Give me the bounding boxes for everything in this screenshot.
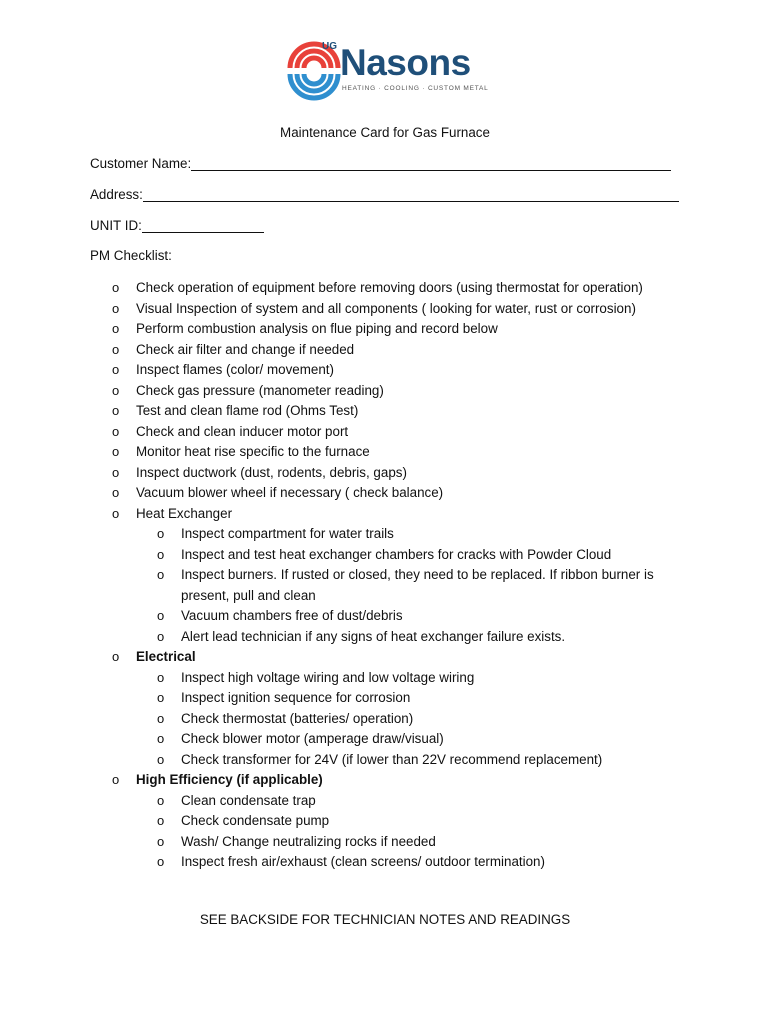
high-efficiency-list — [136, 791, 681, 873]
bullet-icon: o — [157, 833, 165, 849]
list-item: o Vacuum chambers free of dust/debris — [136, 606, 681, 627]
list-item: o Inspect burners. If rusted or closed, they need to be replaced. If ribbon burner is present, pull and clean — [157, 567, 654, 603]
list-item: o Alert lead technician if any signs of heat exchanger failure exists. — [136, 627, 681, 648]
unit-id-field[interactable] — [90, 218, 264, 233]
bullet-icon: o — [112, 280, 120, 295]
bullet-icon: o — [112, 485, 120, 500]
list-item: o Check gas pressure (manometer reading) — [0, 381, 681, 402]
list-item: o Check blower motor (amperage draw/visual) — [136, 729, 681, 750]
bullet-icon: o — [112, 341, 120, 357]
bullet-icon: o — [112, 321, 120, 336]
list-item: o Inspect flames (color/ movement) — [0, 360, 681, 381]
list-item: o Perform combustion analysis on flue piping and record below — [0, 319, 681, 340]
bullet-icon: o — [112, 505, 120, 521]
company-logo — [282, 38, 492, 104]
bullet-icon: o — [112, 403, 120, 418]
bullet-icon: o — [157, 628, 165, 644]
bullet-icon: o — [157, 567, 165, 582]
logo-badge: UG — [322, 41, 337, 52]
customer-name-label: Customer Name: — [90, 156, 192, 171]
list-item: o Inspect compartment for water trails — [136, 524, 681, 545]
list-item: o Inspect and test heat exchanger chambers for cracks with Powder Cloud — [136, 545, 681, 566]
list-item: o Wash/ Change neutralizing rocks if needed — [136, 832, 681, 853]
list-item: o Inspect high voltage wiring and low voltage wiring — [136, 668, 681, 689]
customer-name-field[interactable] — [90, 156, 671, 171]
list-item: o Check transformer for 24V (if lower than 22V recommend replacement) — [136, 750, 681, 771]
bullet-icon: o — [157, 710, 165, 726]
bullet-icon: o — [157, 854, 165, 869]
logo-tagline: HEATING · COOLING · CUSTOM METAL — [342, 85, 489, 92]
document-title: Maintenance Card for Gas Furnace — [280, 125, 490, 140]
bullet-icon: o — [157, 813, 165, 828]
address-field[interactable] — [90, 187, 679, 202]
address-line[interactable] — [143, 187, 679, 202]
bullet-icon: o — [112, 649, 120, 664]
bullet-icon: o — [157, 751, 165, 767]
list-item: o Check air filter and change if needed — [0, 340, 681, 361]
bullet-icon: o — [157, 526, 165, 541]
bullet-icon: o — [112, 772, 120, 787]
unit-id-label: UNIT ID: — [90, 218, 142, 233]
bullet-icon: o — [157, 690, 165, 705]
heat-exchanger-section — [0, 504, 681, 648]
logo-wordmark: Nasons — [340, 42, 471, 83]
list-item: o Inspect ignition sequence for corrosion — [136, 688, 681, 709]
list-item: o Inspect ductwork (dust, rodents, debris, gaps) — [0, 463, 681, 484]
bullet-icon: o — [112, 464, 120, 480]
electrical-heading: Electrical — [136, 649, 196, 664]
address-label: Address: — [90, 187, 143, 202]
list-item: o Clean condensate trap — [136, 791, 681, 812]
checklist — [0, 278, 681, 873]
list-item: o Check thermostat (batteries/ operation) — [136, 709, 681, 730]
electrical-section — [0, 647, 681, 770]
electrical-list — [136, 668, 681, 771]
unit-id-line[interactable] — [142, 218, 264, 233]
bullet-icon: o — [112, 382, 120, 398]
list-item: o Check and clean inducer motor port — [0, 422, 681, 443]
high-efficiency-section — [0, 770, 681, 873]
customer-name-line[interactable] — [191, 156, 671, 171]
heat-exchanger-heading: Heat Exchanger — [136, 505, 233, 521]
list-item: o Inspect fresh air/exhaust (clean screens/ outdoor termination) — [136, 852, 681, 873]
bullet-icon: o — [157, 546, 165, 562]
footer-note: SEE BACKSIDE FOR TECHNICIAN NOTES AND READINGS — [199, 912, 571, 927]
bullet-icon: o — [157, 669, 165, 685]
bullet-icon: o — [157, 608, 165, 623]
list-item: o Check operation of equipment before removing doors (using thermostat for operation) — [0, 278, 681, 299]
heat-exchanger-list — [136, 524, 681, 647]
bullet-icon: o — [112, 423, 120, 439]
bullet-icon: o — [112, 444, 120, 459]
bullet-icon: o — [157, 731, 165, 746]
bullet-icon: o — [112, 362, 120, 377]
list-item: o Test and clean flame rod (Ohms Test) — [0, 401, 681, 422]
list-item: o Visual Inspection of system and all components ( looking for water, rust or corrosion) — [0, 299, 681, 320]
list-item: o Monitor heat rise specific to the furnace — [0, 442, 681, 463]
bullet-icon: o — [157, 792, 165, 808]
bullet-icon: o — [112, 300, 120, 316]
high-efficiency-heading: High Efficiency (if applicable) — [136, 772, 323, 787]
list-item: o Vacuum blower wheel if necessary ( check balance) — [0, 483, 681, 504]
list-item: o Check condensate pump — [136, 811, 681, 832]
checklist-heading: PM Checklist: — [90, 248, 172, 263]
